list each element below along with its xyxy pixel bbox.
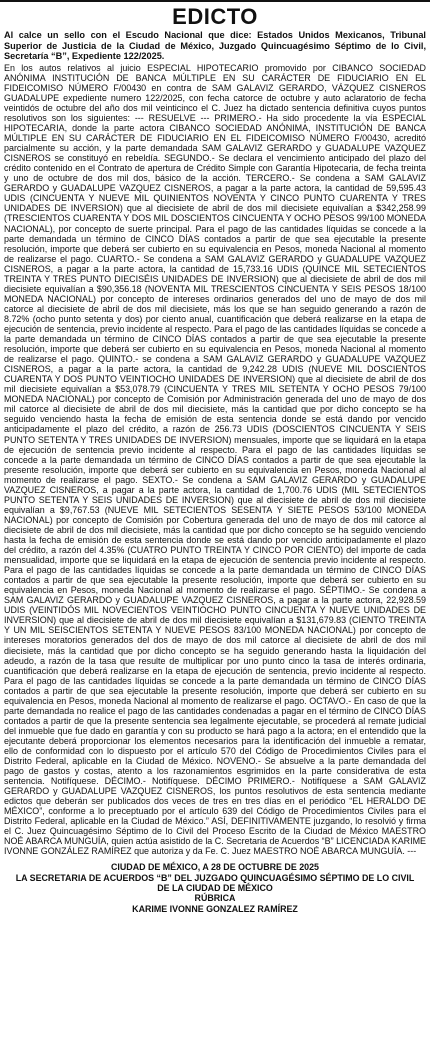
edict-footer (4, 862, 426, 913)
footer-office-line-1: LA SECRETARIA DE ACUERDOS “B” DEL JUZGADO QUINCUAGÉSIMO SÉPTIMO DE LO CIVIL (15, 872, 415, 883)
edict-title: EDICTO (172, 4, 258, 29)
edict-body-text: En los autos relativos al juicio ESPECIAL HIPOTECARIO promovido por CIBANCO SOCIEDAD ANÓNIMA INSTITUCIÓN DE BANCA MÚLTIPLE EN SU CARÁCTER DE FIDUCIARIO EN EL FIDEICOMISO NÚMERO F/00430 en contra de SAM GALAVIZ GERARDO, VÁZQUEZ CISNEROS GUADALUPE expediente numero 122/2025, con fecha catorce de octubre y auto aclaratorio de fecha veintidós de octubre del año dos mil veinticinco el C. Juez ha dictado sentencia definitiva cuyos puntos resolutivos son los siguientes: --- RESUELVE --- PRIMERO.- Ha sido procedente la vía ESPECIAL HIPOTECARIA, donde la parte actora CIBANCO SOCIEDAD ANÓNIMA, INSTITUCIÓN DE BANCA MÚLTIPLE EN SU CARÁCTER DE FIDUCIARIO EN EL FIDEICOMISO NÚMERO F/00430, acreditó parcialmente su acción, y la parte demandada SAM GALAVIZ GERARDO y GUADALUPE VAZQUEZ CISNEROS se constituyó en rebeldía. SEGUNDO.- Se declara el vencimiento anticipado del plazo del crédito contenido en el Contrato de apertura de Crédito Simple con Garantía Hipotecaria, de fecha treinta y uno de octubre de dos mil dos, básico de la acción. TERCERO.- Se condena a SAM GALAVIZ GERARDO y GUADALUPE VAZQUEZ CISNEROS, a pagar a la parte actora, la cantidad de 59,595.43 UDIS (CINCUENTA Y NUEVE MIL QUINIENTOS NOVENTA Y CINCO PUNTO CUARENTA Y TRES UNIDADES DE INVERSION) que al diecisiete de abril de dos mil diecisiete equivalían a $342,258.99 (TRESCIENTOS CUARENTA Y DOS MIL DOSCIENTOS CINCUENTA Y OCHO PESOS 99/100 MONEDA NACIONAL), por concepto de suerte principal. Para el pago de las cantidades líquidas se concede a la parte demandada un término de CINCO DÍAS contados a partir de que sea ejecutable la presente resolución, importe que deberá ser cubierto en su equivalencia en Pesos, moneda Nacional al momento de realizarse el pago. CUARTO.- Se condena a SAM GALAVIZ GERARDO y GUADALUPE VAZQUEZ CISNEROS, a pagar a la parte actora, la cantidad de 15,733.16 UDIS (QUINCE MIL SETECIENTOS TREINTA Y TRES PUNTO DIECISÉIS UNIDADES DE INVERSION) que al diecisiete de abril de dos mil diecisiete equivalían a $90,356.18 (NOVENTA MIL TRESCIENTOS CINCUENTA Y SEIS PESOS 18/100 MONEDA NACIONAL) por concepto de intereses ordinarios generados del uno de mayo de dos mil catorce al diecisiete de abril de dos mil diecisiete, más los que se han seguido generando a razón de 8.72% (ocho punto setenta y dos) por ciento anual, cuantificación que deberá realizarse en la etapa de ejecución de sentencia, previo incidente al respecto. Para el pago de las cantidades líquidas se concede a la parte demandada un término de CINCO DÍAS contados a partir de que sea ejecutable la presente resolución, importe que deberá ser cubierto en su equivalencia en Pesos, moneda Nacional al momento de realizarse el pago. QUINTO.- se condena a SAM GALAVIZ GERARDO y GUADALUPE VAZQUEZ CISNEROS, a pagar a la parte actora, la cantidad de 9,242.28 UDIS (NUEVE MIL DOSCIENTOS CUARENTA Y DOS PUNTO VEINTIOCHO UNIDADES DE INVERSION) que al diecisiete de abril de dos mil diecisiete equivalían a $53,078.79 (CINCUENTA Y TRES MIL SETENTA Y OCHO PESOS 79/100 MONEDA NACIONAL) por concepto de Comisión por Administración generada del uno de mayo de dos mil catorce al diecisiete de abril de dos mil diecisiete, más la cantidad que por dicho concepto se ha seguido venciendo hasta la fecha de emisión de esta sentencia donde se está dando por vencido anticipadamente el plazo del crédito, a razón de 256.73 UDIS (DOSCIENTOS CINCUENTA Y SEIS PUNTO SETENTA Y TRES UNIDADES DE INVERSION) mensuales, importe que se liquidará en la etapa de ejecución de sentencia previo incidente al respecto. Para el pago de las cantidades líquidas se concede a la parte demandada un término de CINCO DÍAS contados a partir de que sea ejecutable la presente resolución, importe que deberá ser cubierto en su equivalencia en Pesos, moneda Nacional al momento de realizarse el pago. SEXTO.- Se condena a SAM GALAVIZ GERARDO y GUADALUPE VAZQUEZ CISNEROS, a pagar a la parte actora, la cantidad de 1,700.76 UDIS (MIL SETECIENTOS PUNTO SETENTA Y SEIS UNIDADES DE INVERSION) que al diecisiete de abril de dos mil diecisiete equivalían a $9,767.53 (NUEVE MIL SETECIENTOS SESENTA Y SIETE PESOS 53/100 MONEDA NACIONAL) por concepto de Comisión por Cobertura generada del uno de mayo de dos mil catorce al diecisiete de abril de dos mil diecisiete, más la cantidad que por dicho concepto se ha seguido venciendo hasta la fecha de emisión de esta sentencia donde se está dando por vencido anticipadamente el plazo del crédito, a razón del 4.35% (CUATRO PUNTO TREINTA Y CINCO POR CIENTO) del importe de cada mensualidad, importe que se liquidará en la etapa de ejecución de sentencia previo incidente al respecto. Para el pago de las cantidades líquidas se concede a la parte demandada un término de CINCO DÍAS contados a partir de que sea ejecutable la presente resolución, importe que deberá ser cubierto en su equivalencia en Pesos, moneda Nacional al momento de realizarse el pago. SÉPTIMO.- Se condena a SAM GALAVIZ GERARDO y GUADALUPE VAZQUEZ CISNEROS, a pagar a la parte actora, 22,928.59 UDIS (VEINTIDÓS MIL NOVECIENTOS VEINTIOCHO PUNTO CINCUENTA Y NUEVE UNIDADES DE INVERSION) que al diecisiete de abril de dos mil diecisiete equivalían a $131,679.83 (CIENTO TREINTA Y UN MIL SEISCIENTOS SETENTA Y NUEVE PESOS 83/100 MONEDA NACIONAL) por concepto de intereses moratorios generados del dos de mayo de dos mil catorce al diecisiete de abril de dos mil diecisiete, más la cantidad que por dicho concepto se ha seguido generando hasta la liquidación del adeudo, a razón de la tasa que resulte de multiplicar por uno punto cinco la tasa de interés ordinaria, cuantificación que deberá realizarse en la etapa de ejecución de sentencia, previo incidente al respecto. Para el pago de las cantidades líquidas se concede a la parte demandada un término de CINCO DÍAS contados a partir de que sea ejecutable la presente resolución, importe que deberá ser cubierto en su equivalencia en Pesos, moneda Nacional al momento de realizarse el pago. OCTAVO.- En caso de que la parte demandada no realice el pago de las cantidades condenadas a pagar en el término de CINCO DÍAS contados a partir de que la presente sentencia sea legalmente ejecutable, se procederá al remate judicial del inmueble que fue dado en garantía y con su producto se hará pago a la actora; en el entendido que la ejecutante deberá proporcionar los elementos necesarios para la identificación del inmueble a rematar, ello de conformidad con lo dispuesto por el artículo 570 del Código de Procedimientos Civiles para el Distrito Federal, aplicable en la Ciudad de México. NOVENO.- Se absuelve a la parte demandada del pago de gastos y costas, atento a los razonamientos esgrimidos en la parte considerativa de esta sentencia. Notifíquese. DÉCIMO.- Notifíquese. DÉCIMO PRIMERO.- Notifíquese a SAM GALAVIZ GERARDO y GUADALUPE VAZQUEZ CISNEROS, los puntos resolutivos de esta sentencia mediante edictos que deberán ser publicados dos veces de tres en tres días en el periódico “EL HERALDO DE MÉXICO”, conforme a lo preceptuado por el artículo 639 del Código de Procedimientos Civiles para el Distrito Federal, aplicable en la Ciudad de México.” ASÍ, DEFINITIVAMENTE juzgando, lo resolvió y firma el C. Juez Quincuagésimo Séptimo de lo Civil del Proceso Escrito de la Ciudad de México MAESTRO NOÉ ABARCA MUNGUÍA, quien actúa asistido de la C. Secretaria de Acuerdos “B” LICENCIADA KARIME IVONNE GONZÁLEZ RAMÍREZ que autoriza y da Fe. C. Juez MAESTRO NOÉ ABARCA MUNGUÍA. --- (4, 62, 426, 857)
footer-signer-name: KARIME IVONNE GONZALEZ RAMÍREZ (132, 903, 298, 914)
edict-lead-paragraph: Al calce un sello con el Escudo Nacional que dice: Estados Unidos Mexicanos, Tribunal Superior de Justicia de la Ciudad de México, Juzgado Quincuagésimo Séptimo de lo Civil, Secretaría “B”, Expediente 122/2025. (4, 30, 426, 62)
footer-office-line-2: DE LA CIUDAD DE MÉXICO (157, 883, 273, 894)
footer-date-line: CIUDAD DE MÉXICO, A 28 DE OCTUBRE DE 2025 (111, 862, 319, 873)
footer-signature: RÚBRICA (194, 893, 236, 904)
